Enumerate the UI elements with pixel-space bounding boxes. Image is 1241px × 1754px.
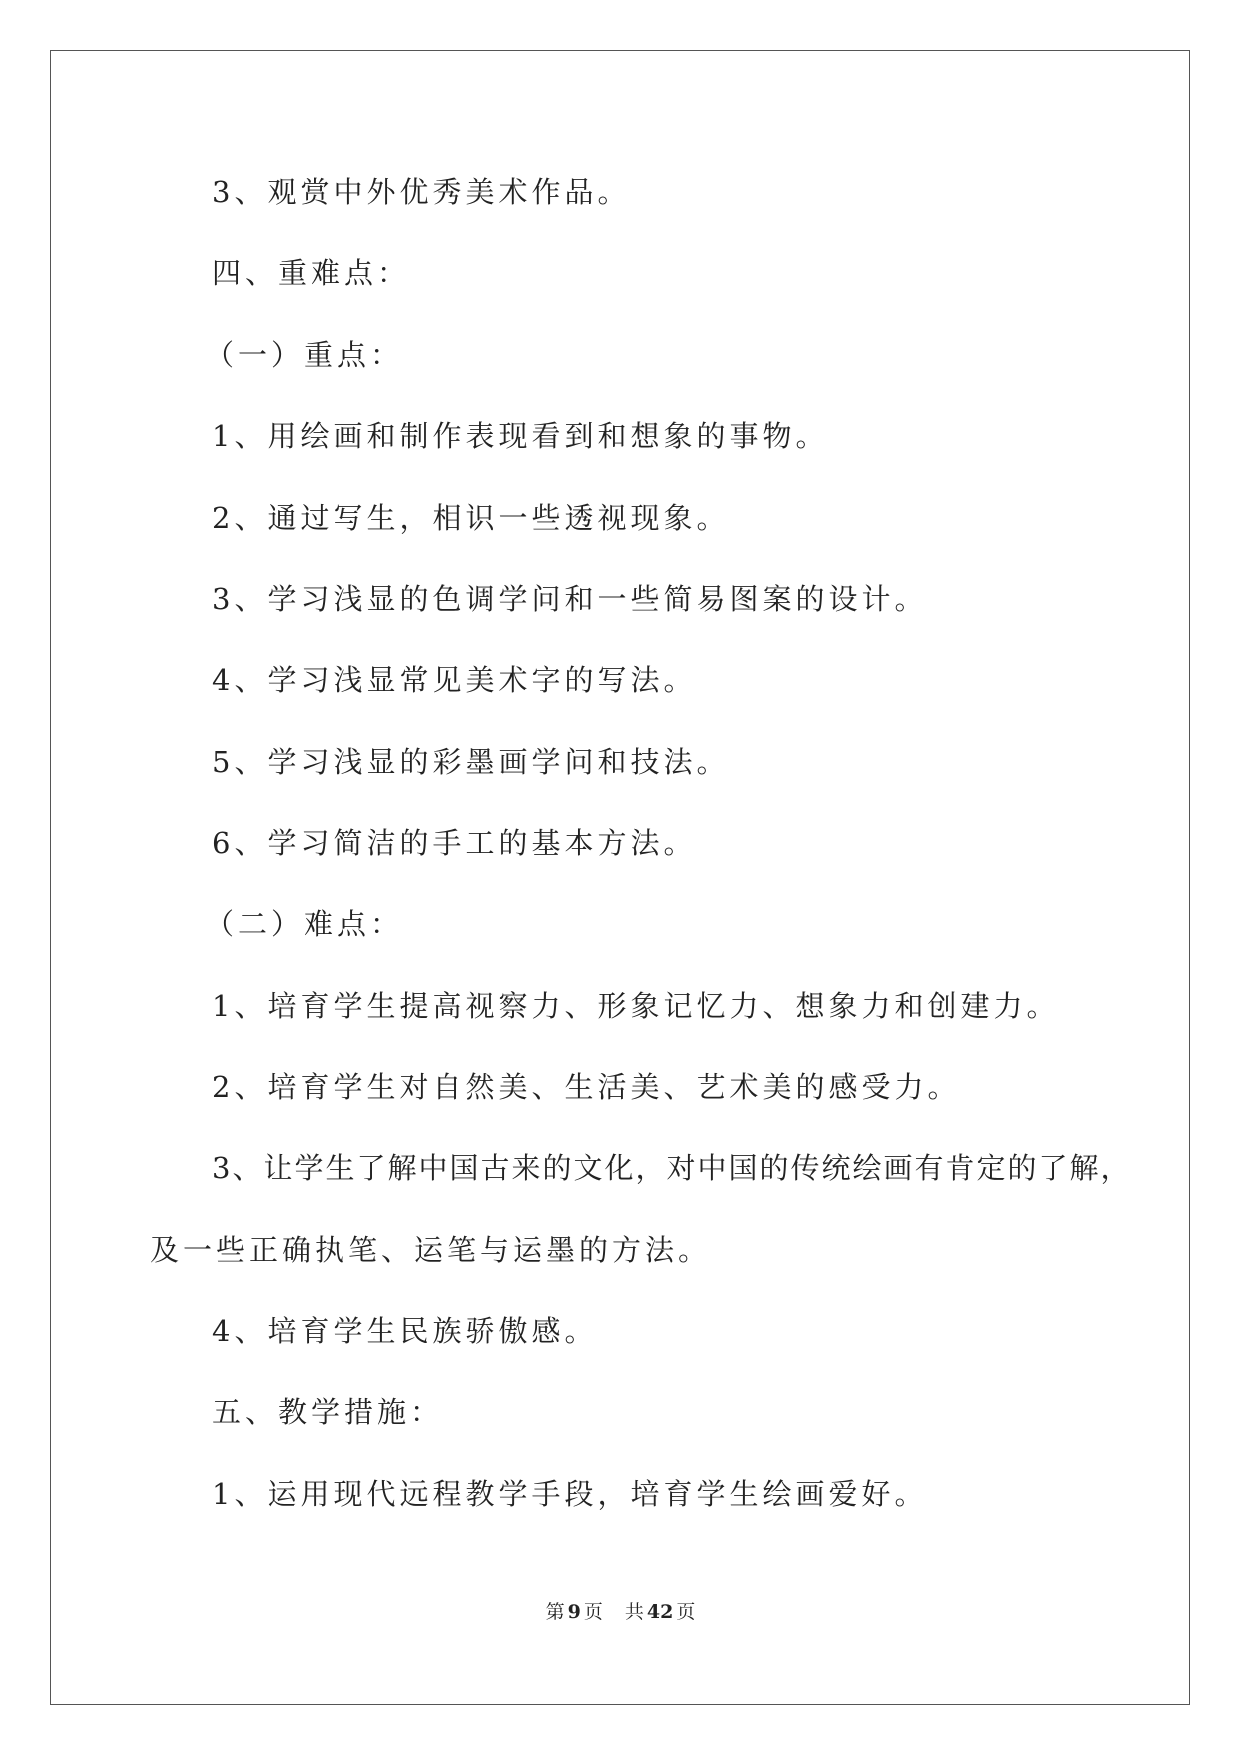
text-line: 3、让学生了解中国古来的文化，对中国的传统绘画有肯定的了解，	[212, 1151, 1132, 1185]
page-frame	[50, 50, 1190, 1705]
total-unit: 页	[676, 1601, 696, 1623]
text-line: 3、学习浅显的色调学问和一些简易图案的设计。	[212, 582, 928, 616]
text-line: 2、通过写生，相识一些透视现象。	[212, 501, 730, 535]
page-number: 9	[567, 1601, 581, 1623]
text-line: 5、学习浅显的彩墨画学问和技法。	[212, 745, 730, 779]
text-line: 4、学习浅显常见美术字的写法。	[212, 663, 697, 697]
subsection-heading: （二）难点：	[205, 907, 404, 941]
page-unit: 页	[583, 1601, 603, 1623]
section-heading: 五、教学措施：	[212, 1395, 444, 1429]
total-pages: 42	[646, 1601, 674, 1623]
text-line: 1、用绘画和制作表现看到和想象的事物。	[212, 419, 829, 453]
total-prefix: 共	[624, 1601, 644, 1623]
text-line: 4、培育学生民族骄傲感。	[212, 1314, 598, 1348]
text-line: 6、学习简洁的手工的基本方法。	[212, 826, 697, 860]
text-line: 1、培育学生提高视察力、形象记忆力、想象力和创建力。	[212, 989, 1060, 1023]
page-footer	[0, 1597, 1241, 1624]
section-heading: 四、重难点：	[212, 256, 411, 290]
text-line: 3、观赏中外优秀美术作品。	[212, 175, 631, 209]
subsection-heading: （一）重点：	[205, 338, 404, 372]
text-line-continuation: 及一些正确执笔、运笔与运墨的方法。	[150, 1233, 712, 1267]
text-line: 2、培育学生对自然美、生活美、艺术美的感受力。	[212, 1070, 961, 1104]
page-prefix: 第	[545, 1601, 565, 1623]
text-line: 1、运用现代远程教学手段，培育学生绘画爱好。	[212, 1477, 928, 1511]
